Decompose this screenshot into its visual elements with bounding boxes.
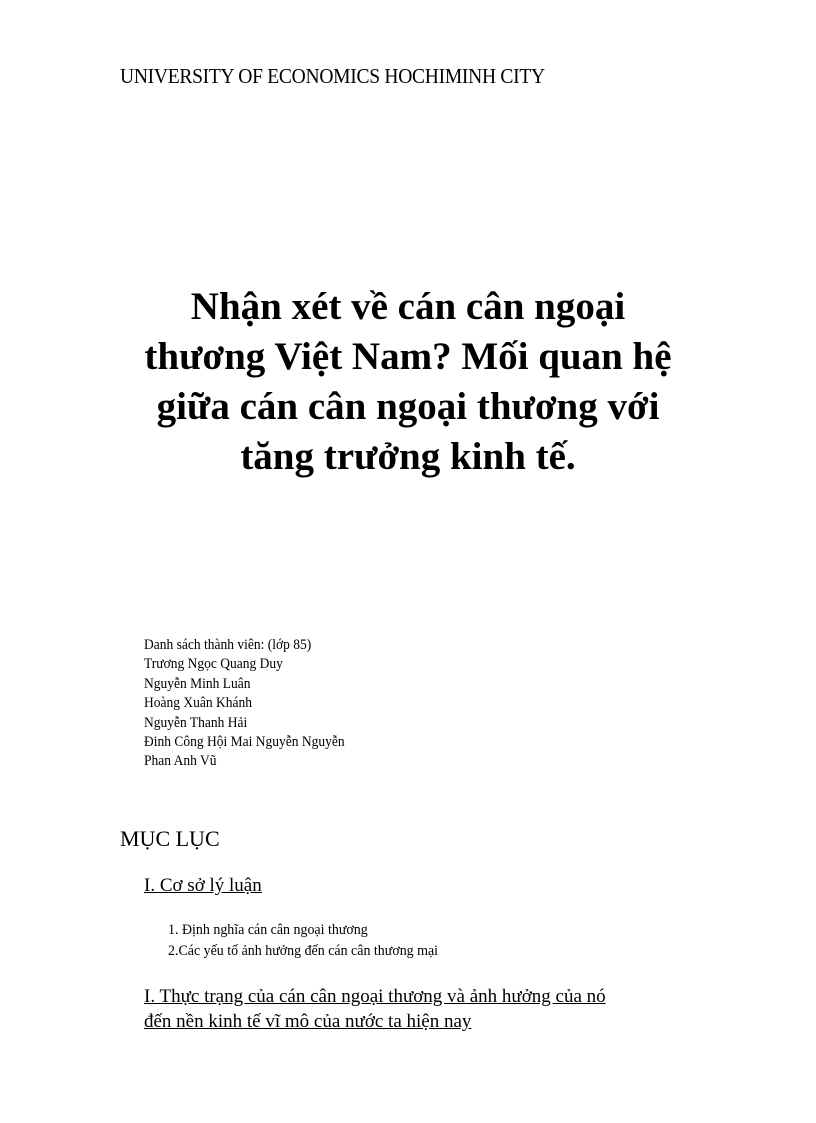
member-name: Nguyễn Thanh Hải [144,714,248,731]
title-line: giữa cán cân ngoại thương với [156,385,660,428]
member-name: Hoàng Xuân Khánh [144,695,252,712]
toc-item: 2.Các yếu tố ảnh hưởng đến cán cân thương mại [168,943,439,959]
member-name: Trương Ngọc Quang Duy [144,656,283,673]
toc-section-1-items [168,920,458,962]
title-line: Nhận xét về cán cân ngoại [190,285,626,328]
member-list-heading: Danh sách thành viên: (lớp 85) [144,637,312,653]
member-list [144,636,367,772]
toc-item: 1. Định nghĩa cán cân ngoại thương [168,922,368,938]
toc-section-2-line: đến nền kinh tế vĩ mô của nước ta hiện nay [144,1011,472,1032]
member-name: Phan Anh Vũ [144,753,217,770]
toc-section-2-line: I. Thực trạng của cán cân ngoại thương và ảnh hưởng của nó [144,986,606,1007]
toc-title: MỤC LỤC [120,826,220,851]
toc-section-2 [144,984,606,1034]
toc-section-1: I. Cơ sở lý luận [144,875,262,896]
title-line: thương Việt Nam? Mối quan hệ [144,335,672,378]
university-header: UNIVERSITY OF ECONOMICS HOCHIMINH CITY [120,64,545,88]
member-name: Đinh Công Hội Mai Nguyễn Nguyễn [144,734,345,751]
member-name: Nguyễn Minh Luân [144,675,251,692]
title-line: tăng trưởng kinh tế. [240,435,576,478]
document-title [108,282,708,482]
